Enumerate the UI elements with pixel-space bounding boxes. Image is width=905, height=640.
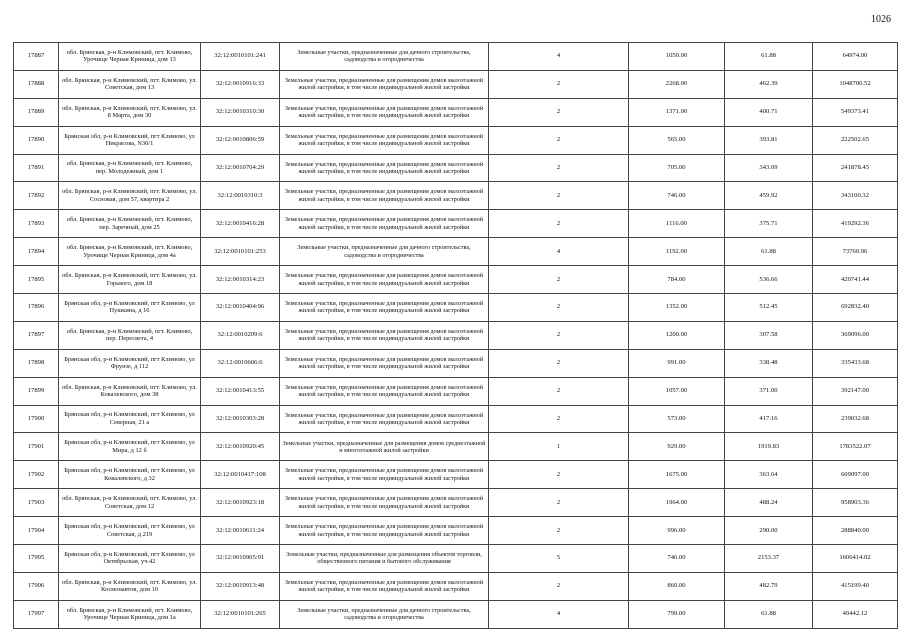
land-use-cell: Земельные участки, предназначенные для размещения домов малоэтажной жилой застройки, в том числе индивидуальной жилой застройки <box>280 321 489 349</box>
row-number-cell: 17902 <box>14 461 59 489</box>
row-number-cell: 17901 <box>14 433 59 461</box>
table-row <box>14 98 898 126</box>
address-cell: обл. Брянская, р-н Климовский, пгт. Климово, ул. 8 Марта, дом 30 <box>59 98 201 126</box>
specific-value-cell: 400.71 <box>725 98 813 126</box>
use-group-cell: 2 <box>489 266 629 294</box>
row-number-cell: 17887 <box>14 43 59 71</box>
use-group-cell: 2 <box>489 517 629 545</box>
land-use-cell: Земельные участки, предназначенные для размещения домов малоэтажной жилой застройки, в том числе индивидуальной жилой застройки <box>280 70 489 98</box>
land-use-cell: Земельные участки, предназначенные для размещения домов малоэтажной жилой застройки, в том числе индивидуальной жилой застройки <box>280 126 489 154</box>
specific-value-cell: 488.24 <box>725 489 813 517</box>
specific-value-cell: 290.00 <box>725 517 813 545</box>
area-cell: 991.00 <box>629 349 725 377</box>
cadastral-value-cell: 419292.36 <box>813 210 898 238</box>
area-cell: 1964.00 <box>629 489 725 517</box>
address-cell: Брянская обл, р-н Климовский, пгт Климово, ул Октябрьская, уч.42 <box>59 545 201 573</box>
cadastral-value-cell: 392147.00 <box>813 377 898 405</box>
row-number-cell: 17897 <box>14 321 59 349</box>
cadastral-number-cell: 32:12:0010704:29 <box>201 154 280 182</box>
table-row <box>14 182 898 210</box>
specific-value-cell: 393.81 <box>725 126 813 154</box>
cadastral-value-cell: 420741.44 <box>813 266 898 294</box>
land-use-cell: Земельные участки, предназначенные для размещения домов малоэтажной жилой застройки, в том числе индивидуальной жилой застройки <box>280 266 489 294</box>
address-cell: Брянская обл, р-н Климовский, пгт Климово, ул Пушкина, д 16 <box>59 294 201 322</box>
cadastral-value-cell: 1783522.07 <box>813 433 898 461</box>
use-group-cell: 2 <box>489 294 629 322</box>
land-use-cell: Земельные участки, предназначенные для размещения домов малоэтажной жилой застройки, в том числе индивидуальной жилой застройки <box>280 154 489 182</box>
use-group-cell: 4 <box>489 238 629 266</box>
cadastral-value-cell: 288840.00 <box>813 517 898 545</box>
specific-value-cell: 2153.37 <box>725 545 813 573</box>
use-group-cell: 1 <box>489 433 629 461</box>
area-cell: 1352.00 <box>629 294 725 322</box>
cadastral-number-cell: 32:12:0010101:265 <box>201 600 280 628</box>
cadastral-number-cell: 32:12:0010404:96 <box>201 294 280 322</box>
area-cell: 2268.00 <box>629 70 725 98</box>
cadastral-number-cell: 32:12:0010417:108 <box>201 461 280 489</box>
row-number-cell: 17899 <box>14 377 59 405</box>
use-group-cell: 2 <box>489 461 629 489</box>
cadastral-number-cell: 32:12:0010314:23 <box>201 266 280 294</box>
cadastral-number-cell: 32:12:0010905:91 <box>201 545 280 573</box>
land-use-cell: Земельные участки, предназначенные для размещения домов малоэтажной жилой застройки, в том числе индивидуальной жилой застройки <box>280 572 489 600</box>
table-row <box>14 43 898 71</box>
area-cell: 565.00 <box>629 126 725 154</box>
area-cell: 1200.00 <box>629 321 725 349</box>
specific-value-cell: 338.48 <box>725 349 813 377</box>
row-number-cell: 17891 <box>14 154 59 182</box>
specific-value-cell: 61.88 <box>725 238 813 266</box>
specific-value-cell: 462.39 <box>725 70 813 98</box>
address-cell: Брянская обл, р-н Климовский, пгт Климово, ул Ковалевского, д 32 <box>59 461 201 489</box>
land-use-cell: Земельные участки, предназначенные для размещения домов малоэтажной жилой застройки, в том числе индивидуальной жилой застройки <box>280 517 489 545</box>
address-cell: обл. Брянская, р-н Климовский, пгт. Климово, ул. Сосновая, дом 57, квартира 2 <box>59 182 201 210</box>
area-cell: 784.00 <box>629 266 725 294</box>
land-use-cell: Земельные участки, предназначенные для размещения домов малоэтажной жилой застройки, в том числе индивидуальной жилой застройки <box>280 294 489 322</box>
page-number: 1026 <box>871 14 891 25</box>
specific-value-cell: 61.88 <box>725 600 813 628</box>
table-row <box>14 572 898 600</box>
cadastral-number-cell: 32:12:0010416:28 <box>201 210 280 238</box>
specific-value-cell: 343.09 <box>725 154 813 182</box>
table-row <box>14 545 898 573</box>
row-number-cell: 17893 <box>14 210 59 238</box>
use-group-cell: 2 <box>489 210 629 238</box>
table-row <box>14 154 898 182</box>
row-number-cell: 17896 <box>14 294 59 322</box>
land-use-cell: Земельные участки, предназначенные для размещения домов среднеэтажной и многоэтажной жилой застройки <box>280 433 489 461</box>
cadastral-value-cell: 343100.32 <box>813 182 898 210</box>
use-group-cell: 2 <box>489 405 629 433</box>
address-cell: Брянская обл, р-н Климовский, пгт Климово, ул Фрунзе, д 112 <box>59 349 201 377</box>
cadastral-value-cell: 958903.36 <box>813 489 898 517</box>
specific-value-cell: 363.64 <box>725 461 813 489</box>
address-cell: обл. Брянская, р-н Климовский, пгт. Климово, ул. Космонавтов, дом 10 <box>59 572 201 600</box>
land-use-cell: Земельные участки, предназначенные для дачного строительства, садоводства и огородничества <box>280 600 489 628</box>
cadastral-number-cell: 32:12:0010101:253 <box>201 238 280 266</box>
cadastral-value-cell: 1606414.02 <box>813 545 898 573</box>
address-cell: обл. Брянская, р-н Климовский, пгт. Климово, ул. Советская, дом 13 <box>59 70 201 98</box>
area-cell: 1192.00 <box>629 238 725 266</box>
cadastral-number-cell: 32:12:0010209:6 <box>201 321 280 349</box>
area-cell: 746.00 <box>629 545 725 573</box>
cadastral-value-table <box>13 42 898 629</box>
area-cell: 1116.00 <box>629 210 725 238</box>
specific-value-cell: 512.45 <box>725 294 813 322</box>
table-row <box>14 238 898 266</box>
cadastral-value-cell: 239032.68 <box>813 405 898 433</box>
cadastral-value-cell: 73760.96 <box>813 238 898 266</box>
use-group-cell: 2 <box>489 489 629 517</box>
table-row <box>14 377 898 405</box>
cadastral-number-cell: 32:12:0010303:28 <box>201 405 280 433</box>
address-cell: Брянская обл, р-н Климовский, пгт Климово, ул Некрасова, N30/1 <box>59 126 201 154</box>
cadastral-number-cell: 32:12:0010101:241 <box>201 43 280 71</box>
table-row <box>14 461 898 489</box>
table-row <box>14 517 898 545</box>
cadastral-value-cell: 64974.00 <box>813 43 898 71</box>
area-cell: 996.00 <box>629 517 725 545</box>
table-row <box>14 266 898 294</box>
row-number-cell: 17889 <box>14 98 59 126</box>
land-use-cell: Земельные участки, предназначенные для размещения домов малоэтажной жилой застройки, в том числе индивидуальной жилой застройки <box>280 489 489 517</box>
cadastral-number-cell: 32:12:0010806:59 <box>201 126 280 154</box>
use-group-cell: 2 <box>489 98 629 126</box>
cadastral-number-cell: 32:12:0010923:18 <box>201 489 280 517</box>
cadastral-value-cell: 415199.40 <box>813 572 898 600</box>
area-cell: 1371.00 <box>629 98 725 126</box>
row-number-cell: 17892 <box>14 182 59 210</box>
table-row <box>14 126 898 154</box>
cadastral-number-cell: 32:12:0010310:3 <box>201 182 280 210</box>
address-cell: обл. Брянская, р-н Климовский, пгт. Климово, ул. Горького, дом 18 <box>59 266 201 294</box>
use-group-cell: 2 <box>489 182 629 210</box>
cadastral-number-cell: 32:12:0010310:30 <box>201 98 280 126</box>
row-number-cell: 17900 <box>14 405 59 433</box>
specific-value-cell: 417.16 <box>725 405 813 433</box>
address-cell: обл. Брянская, р-н Климовский, пгт. Климово, пер. Молодежный, дом 1 <box>59 154 201 182</box>
specific-value-cell: 459.92 <box>725 182 813 210</box>
use-group-cell: 5 <box>489 545 629 573</box>
address-cell: обл. Брянская, р-н Климовский, пгт. Климово, Урочище Черная Криница, дом 4а <box>59 238 201 266</box>
cadastral-value-cell: 335433.68 <box>813 349 898 377</box>
address-cell: Брянская обл, р-н Климовский, пгт Климово, ул Северная, 21 а <box>59 405 201 433</box>
cadastral-number-cell: 32:12:0010916:33 <box>201 70 280 98</box>
row-number-cell: 17904 <box>14 517 59 545</box>
area-cell: 746.00 <box>629 182 725 210</box>
use-group-cell: 4 <box>489 600 629 628</box>
cadastral-number-cell: 32:12:0010606:6 <box>201 349 280 377</box>
table-row <box>14 489 898 517</box>
use-group-cell: 2 <box>489 377 629 405</box>
use-group-cell: 2 <box>489 126 629 154</box>
row-number-cell: 17888 <box>14 70 59 98</box>
specific-value-cell: 375.71 <box>725 210 813 238</box>
land-use-cell: Земельные участки, предназначенные для размещения объектов торговли, общественного питания и бытового обслуживания <box>280 545 489 573</box>
area-cell: 573.00 <box>629 405 725 433</box>
table-row <box>14 349 898 377</box>
row-number-cell: 17890 <box>14 126 59 154</box>
table-row <box>14 294 898 322</box>
table-row <box>14 70 898 98</box>
cadastral-number-cell: 32:12:0010920:45 <box>201 433 280 461</box>
cadastral-value-cell: 692832.40 <box>813 294 898 322</box>
table-row <box>14 210 898 238</box>
land-use-cell: Земельные участки, предназначенные для размещения домов малоэтажной жилой застройки, в том числе индивидуальной жилой застройки <box>280 405 489 433</box>
cadastral-value-cell: 222502.65 <box>813 126 898 154</box>
row-number-cell: 17907 <box>14 600 59 628</box>
cadastral-value-cell: 1048700.52 <box>813 70 898 98</box>
specific-value-cell: 1919.83 <box>725 433 813 461</box>
land-use-cell: Земельные участки, предназначенные для размещения домов малоэтажной жилой застройки, в том числе индивидуальной жилой застройки <box>280 182 489 210</box>
row-number-cell: 17895 <box>14 266 59 294</box>
land-use-cell: Земельные участки, предназначенные для размещения домов малоэтажной жилой застройки, в том числе индивидуальной жилой застройки <box>280 461 489 489</box>
land-use-cell: Земельные участки, предназначенные для размещения домов малоэтажной жилой застройки, в том числе индивидуальной жилой застройки <box>280 349 489 377</box>
area-cell: 860.00 <box>629 572 725 600</box>
specific-value-cell: 482.79 <box>725 572 813 600</box>
row-number-cell: 17894 <box>14 238 59 266</box>
address-cell: Брянская обл, р-н Климовский, пгт Климово, ул Советская, д 219 <box>59 517 201 545</box>
use-group-cell: 2 <box>489 70 629 98</box>
address-cell: обл. Брянская, р-н Климовский, пгт. Климово, пер. Пересвета, 4 <box>59 321 201 349</box>
area-cell: 799.00 <box>629 600 725 628</box>
use-group-cell: 2 <box>489 154 629 182</box>
address-cell: обл. Брянская, р-н Климовский, пгт. Климово, ул. Советская, дом 12 <box>59 489 201 517</box>
cadastral-value-cell: 241878.45 <box>813 154 898 182</box>
address-cell: обл. Брянская, р-н Климовский, пгт. Климово, Урочище Черная Криница, дом 1а <box>59 600 201 628</box>
use-group-cell: 2 <box>489 349 629 377</box>
area-cell: 929.00 <box>629 433 725 461</box>
cadastral-value-cell: 49442.12 <box>813 600 898 628</box>
use-group-cell: 2 <box>489 572 629 600</box>
land-use-cell: Земельные участки, предназначенные для размещения домов малоэтажной жилой застройки, в том числе индивидуальной жилой застройки <box>280 210 489 238</box>
use-group-cell: 4 <box>489 43 629 71</box>
row-number-cell: 17903 <box>14 489 59 517</box>
cadastral-value-cell: 369096.00 <box>813 321 898 349</box>
row-number-cell: 17905 <box>14 545 59 573</box>
use-group-cell: 2 <box>489 321 629 349</box>
table-row <box>14 405 898 433</box>
specific-value-cell: 536.66 <box>725 266 813 294</box>
land-use-cell: Земельные участки, предназначенные для дачного строительства, садоводства и огородничества <box>280 238 489 266</box>
cadastral-number-cell: 32:12:0010913:48 <box>201 572 280 600</box>
cadastral-value-cell: 609097.00 <box>813 461 898 489</box>
cadastral-value-cell: 549373.41 <box>813 98 898 126</box>
land-use-cell: Земельные участки, предназначенные для размещения домов малоэтажной жилой застройки, в том числе индивидуальной жилой застройки <box>280 377 489 405</box>
specific-value-cell: 371.00 <box>725 377 813 405</box>
row-number-cell: 17898 <box>14 349 59 377</box>
cadastral-number-cell: 32:12:0010413:55 <box>201 377 280 405</box>
land-use-cell: Земельные участки, предназначенные для дачного строительства, садоводства и огородничества <box>280 43 489 71</box>
cadastral-number-cell: 32:12:0010611:24 <box>201 517 280 545</box>
address-cell: обл. Брянская, р-н Климовский, пгт. Климово, ул. Ковалевского, дом 38 <box>59 377 201 405</box>
address-cell: обл. Брянская, р-н Климовский, пгт. Климово, Урочище Черная Криница, дом 13 <box>59 43 201 71</box>
area-cell: 705.00 <box>629 154 725 182</box>
specific-value-cell: 307.58 <box>725 321 813 349</box>
address-cell: Брянская обл, р-н Климовский, пгт Климово, ул Мира, д 12 б <box>59 433 201 461</box>
table-row <box>14 433 898 461</box>
table-row <box>14 321 898 349</box>
area-cell: 1057.00 <box>629 377 725 405</box>
address-cell: обл. Брянская, р-н Климовский, пгт. Климово, пер. Заречный, дом 25 <box>59 210 201 238</box>
area-cell: 1050.00 <box>629 43 725 71</box>
row-number-cell: 17906 <box>14 572 59 600</box>
table-row <box>14 600 898 628</box>
specific-value-cell: 61.88 <box>725 43 813 71</box>
land-use-cell: Земельные участки, предназначенные для размещения домов малоэтажной жилой застройки, в том числе индивидуальной жилой застройки <box>280 98 489 126</box>
area-cell: 1675.00 <box>629 461 725 489</box>
